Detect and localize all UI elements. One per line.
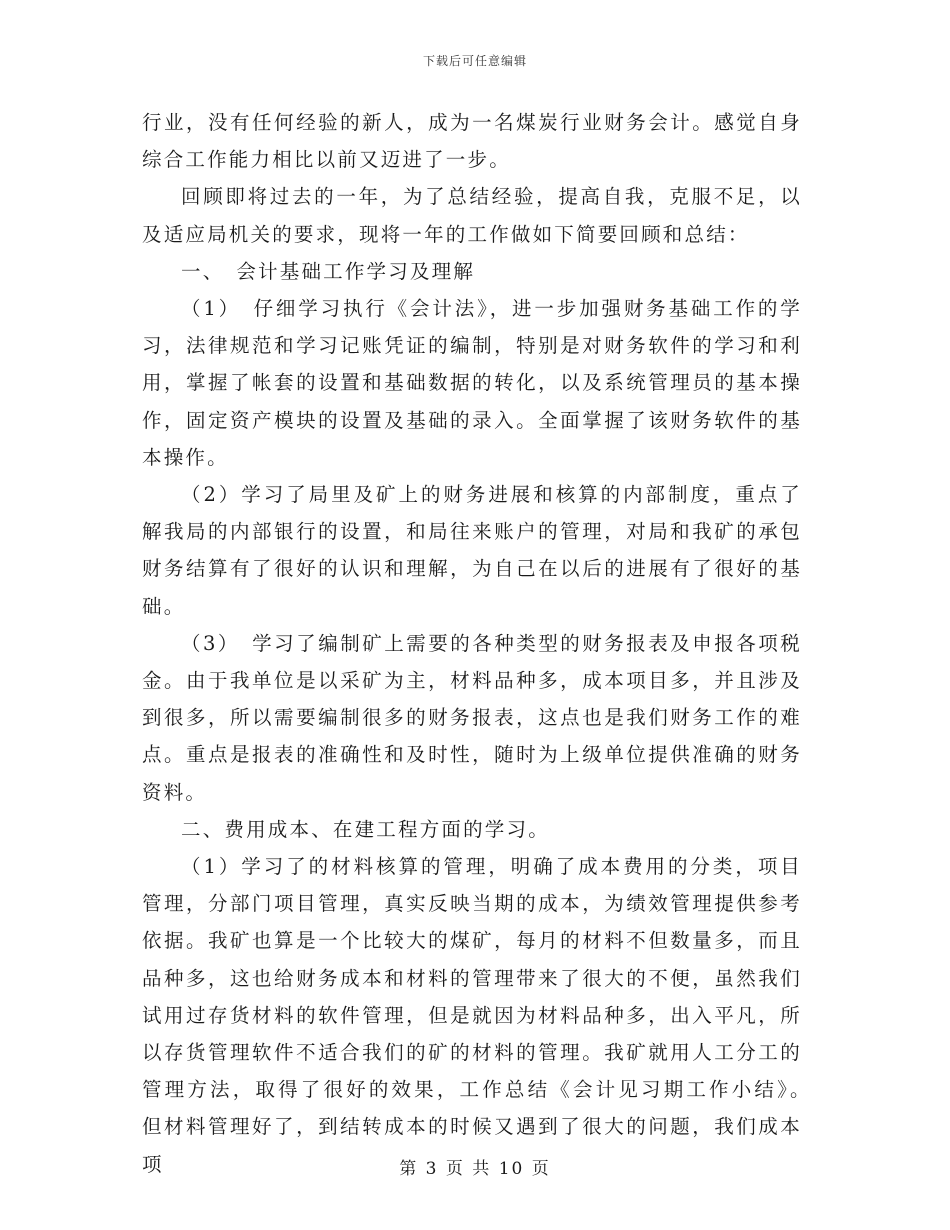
- paragraph-item-2: （2）学习了局里及矿上的财务进展和核算的内部制度，重点了解我局的内部银行的设置，和局往来账户的管理，对局和我矿的承包财务结算有了很好的认识和理解，为自己在以后的进展有了很好的基础。: [142, 483, 802, 618]
- page-header: 下载后可任意编辑: [422, 54, 527, 68]
- section-heading-1: 一、 会计基础工作学习及理解: [181, 259, 476, 283]
- page-number: 第 3 页 共 10 页: [399, 1159, 551, 1179]
- paragraph-item-4: （1）学习了的材料核算的管理，明确了成本费用的分类，项目管理，分部门项目管理，真实反映当期的成本，为绩效管理提供参考依据。我矿也算是一个比较大的煤矿，每月的材料不但数量多，而且品种多，这也给财务成本和材料的管理带来了很大的不便，虽然我们试用过存货材料的软件管理，但是就因为材料品种多，出入平凡，所以存货管理软件不适合我们的矿的材料的管理。我矿就用人工分工的管理方法，取得了很好的效果，工作总结《会计见习期工作小结》。 但材料管理好了，到结转成本的时候又遇到了很大的问题，我们成本项: [142, 855, 824, 1176]
- paragraph-continuation: 行业，没有任何经验的新人，成为一名煤炭行业财务会计。感觉自身综合工作能力相比以前又迈进了一步。: [142, 111, 802, 172]
- section-heading-2: 二、费用成本、在建工程方面的学习。: [181, 817, 550, 841]
- paragraph-item-3: （3） 学习了编制矿上需要的各种类型的财务报表及申报各项税金。由于我单位是以采矿为主，材料品种多，成本项目多，并且涉及到很多，所以需要编制很多的财务报表，这点也是我们财务工作的难点。重点是报表的准确性和及时性，随时为上级单位提供准确的财务资料。: [142, 631, 802, 804]
- paragraph-review: 回顾即将过去的一年，为了总结经验，提高自我，克服不足，以及适应局机关的要求，现将一年的工作做如下简要回顾和总结：: [142, 185, 802, 246]
- document-body: [142, 104, 824, 1183]
- paragraph-item-1: （1） 仔细学习执行《会计法》，进一步加强财务基础工作的学习，法律规范和学习记账凭证的编制，特别是对财务软件的学习和利用，掌握了帐套的设置和基础数据的转化，以及系统管理员的基本操作，固定资产模块的设置及基础的录入。全面掌握了该财务软件的基本操作。: [142, 297, 802, 469]
